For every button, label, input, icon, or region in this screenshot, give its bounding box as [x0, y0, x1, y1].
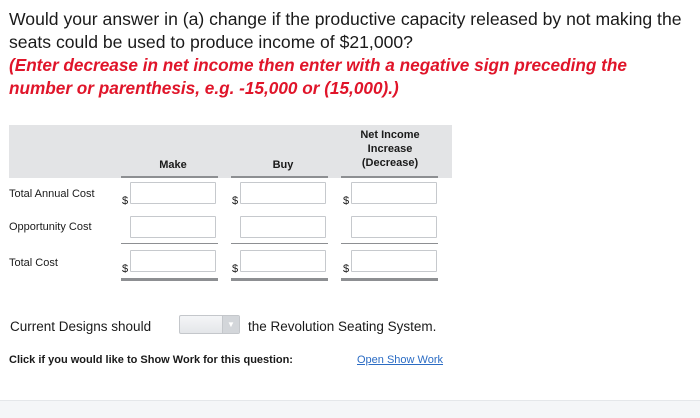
subtotal-line-make [121, 243, 218, 244]
footer-bar [0, 400, 700, 418]
col-header-net-line2: Increase [367, 143, 413, 155]
open-show-work-link[interactable]: Open Show Work [357, 354, 444, 366]
col-header-buy: Buy [272, 159, 294, 171]
decision-select[interactable] [179, 315, 240, 334]
subtotal-line-net [341, 243, 438, 244]
currency-sign: $ [122, 263, 129, 275]
currency-sign: $ [232, 195, 239, 207]
total-cost-buy-input[interactable] [240, 250, 326, 272]
total-cost-make-input[interactable] [130, 250, 216, 272]
total-underline-make [121, 278, 218, 281]
col-header-net-line3: (Decrease) [361, 157, 419, 169]
total-annual-cost-net-input[interactable] [351, 182, 437, 204]
entry-instruction: (Enter decrease in net income then enter with a negative sign preceding the number or parenthesis, e.g. -15,000 or (15,000).) [9, 55, 627, 98]
total-underline-buy [231, 278, 328, 281]
row-label-total-cost: Total Cost [9, 257, 58, 269]
decision-suffix: the Revolution Seating System. [248, 319, 437, 334]
currency-sign: $ [232, 263, 239, 275]
total-annual-cost-make-input[interactable] [130, 182, 216, 204]
row-label-total-annual-cost: Total Annual Cost [9, 188, 95, 200]
col-header-net-income [344, 128, 436, 170]
currency-sign: $ [122, 195, 129, 207]
row-label-opportunity-cost: Opportunity Cost [9, 221, 92, 233]
total-cost-net-input[interactable] [351, 250, 437, 272]
col-header-make: Make [159, 159, 187, 171]
opportunity-cost-buy-input[interactable] [240, 216, 326, 238]
header-underline-net [341, 176, 438, 178]
chevron-down-icon[interactable]: ▼ [222, 316, 239, 333]
opportunity-cost-make-input[interactable] [130, 216, 216, 238]
header-underline-buy [231, 176, 328, 178]
total-annual-cost-buy-input[interactable] [240, 182, 326, 204]
col-header-net-line1: Net Income [360, 129, 420, 141]
currency-sign: $ [343, 263, 350, 275]
decision-prefix: Current Designs should [10, 319, 152, 334]
question-text: Would your answer in (a) change if the productive capacity released by not making the seats could be used to produce income of $21,000? [9, 9, 682, 52]
show-work-prompt: Click if you would like to Show Work for this question: [9, 354, 293, 366]
currency-sign: $ [343, 195, 350, 207]
opportunity-cost-net-input[interactable] [351, 216, 437, 238]
subtotal-line-buy [231, 243, 328, 244]
header-underline-make [121, 176, 218, 178]
total-underline-net [341, 278, 438, 281]
